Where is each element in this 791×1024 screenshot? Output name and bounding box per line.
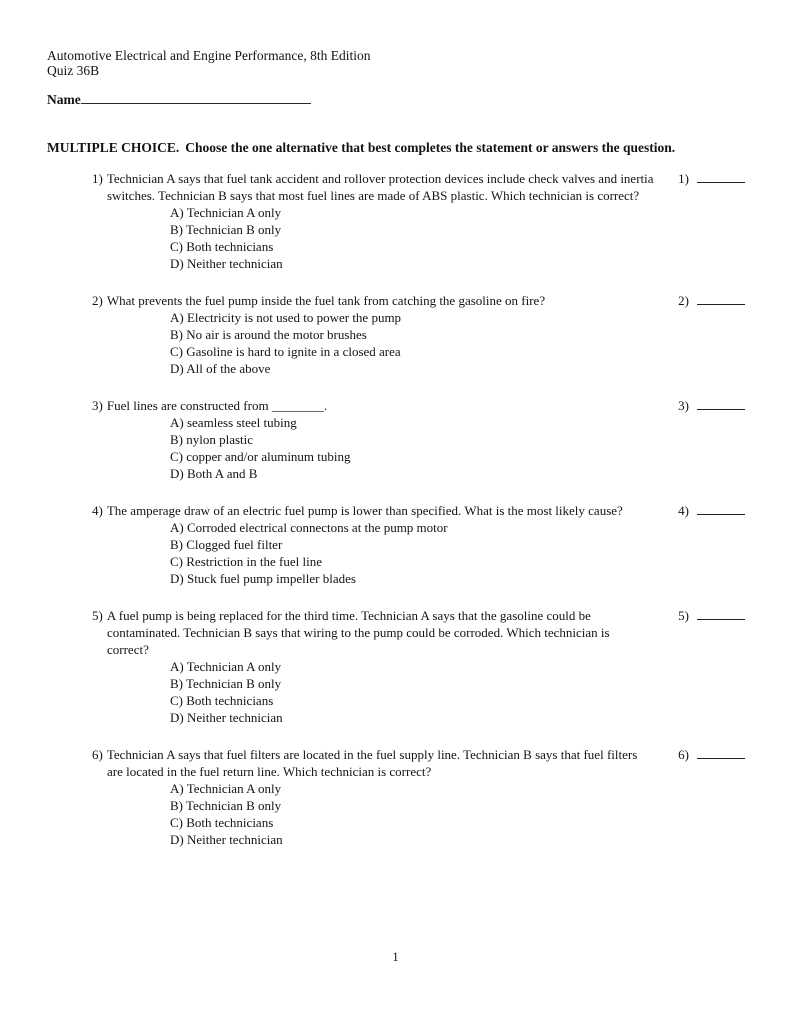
question-2 bbox=[47, 292, 745, 377]
options-list bbox=[170, 309, 654, 377]
option-b: B) No air is around the motor brushes bbox=[170, 327, 367, 342]
answer-number: 2) bbox=[678, 293, 689, 308]
option-c: C) copper and/or aluminum tubing bbox=[170, 449, 351, 464]
question-4 bbox=[47, 502, 745, 587]
option-d: D) Neither technician bbox=[170, 256, 283, 271]
option-a: A) Corroded electrical connectons at the pump motor bbox=[170, 520, 448, 535]
answer-number: 5) bbox=[678, 608, 689, 623]
question-text: Fuel lines are constructed from ________. bbox=[106, 398, 328, 413]
option-d: D) All of the above bbox=[170, 361, 271, 376]
name-row bbox=[47, 91, 745, 109]
question-6 bbox=[47, 746, 745, 848]
name-label: Name bbox=[47, 92, 81, 107]
answer-blank bbox=[697, 607, 745, 620]
question-text: Technician A says that fuel tank accident and rollover protection devices include check valves and inertia switches. Technician B says that most fuel lines are made of ABS plastic. Which technician is correct? bbox=[106, 171, 654, 203]
option-c: C) Both technicians bbox=[170, 239, 274, 254]
options-list bbox=[170, 519, 654, 587]
option-a: A) Electricity is not used to power the pump bbox=[170, 310, 402, 325]
instructions-heading: MULTIPLE CHOICE. bbox=[47, 140, 180, 155]
question-number: 3) bbox=[92, 398, 103, 413]
answer-slot bbox=[678, 397, 745, 414]
option-b: B) Clogged fuel filter bbox=[170, 537, 283, 552]
option-b: B) nylon plastic bbox=[170, 432, 254, 447]
question-3 bbox=[47, 397, 745, 482]
answer-number: 6) bbox=[678, 747, 689, 762]
answer-number: 4) bbox=[678, 503, 689, 518]
option-a: A) Technician A only bbox=[170, 781, 282, 796]
option-d: D) Neither technician bbox=[170, 710, 283, 725]
option-c: C) Both technicians bbox=[170, 815, 274, 830]
page-number: 1 bbox=[392, 950, 399, 964]
question-number: 2) bbox=[92, 293, 103, 308]
quiz-number: Quiz 36B bbox=[47, 63, 100, 78]
answer-blank bbox=[697, 292, 745, 305]
options-list bbox=[170, 658, 654, 726]
answer-blank bbox=[697, 170, 745, 183]
option-c: C) Gasoline is hard to ignite in a closed area bbox=[170, 344, 401, 359]
option-d: D) Stuck fuel pump impeller blades bbox=[170, 571, 356, 586]
options-list bbox=[170, 204, 654, 272]
option-b: B) Technician B only bbox=[170, 222, 282, 237]
question-text: What prevents the fuel pump inside the fuel tank from catching the gasoline on fire? bbox=[106, 293, 546, 308]
option-b: B) Technician B only bbox=[170, 676, 282, 691]
answer-blank bbox=[697, 502, 745, 515]
options-list bbox=[170, 780, 654, 848]
option-c: C) Both technicians bbox=[170, 693, 274, 708]
option-d: D) Both A and B bbox=[170, 466, 258, 481]
document-header bbox=[47, 48, 745, 78]
name-blank bbox=[81, 91, 311, 104]
option-c: C) Restriction in the fuel line bbox=[170, 554, 322, 569]
answer-blank bbox=[697, 397, 745, 410]
answer-slot bbox=[678, 502, 745, 519]
options-list bbox=[170, 414, 654, 482]
answer-slot bbox=[678, 607, 745, 624]
question-number: 4) bbox=[92, 503, 103, 518]
document-title: Automotive Electrical and Engine Performance, 8th Edition bbox=[47, 48, 371, 63]
option-d: D) Neither technician bbox=[170, 832, 283, 847]
answer-slot bbox=[678, 292, 745, 309]
question-text: The amperage draw of an electric fuel pump is lower than specified. What is the most likely cause? bbox=[106, 503, 623, 518]
option-b: B) Technician B only bbox=[170, 798, 282, 813]
answer-number: 3) bbox=[678, 398, 689, 413]
instructions-text: Choose the one alternative that best completes the statement or answers the question. bbox=[185, 140, 676, 155]
answer-blank bbox=[697, 746, 745, 759]
option-a: A) Technician A only bbox=[170, 205, 282, 220]
question-text: A fuel pump is being replaced for the third time. Technician A says that the gasoline could be contaminated. Technician B says that wiring to the pump could be corroded. Which technician is correct? bbox=[106, 608, 610, 657]
question-number: 6) bbox=[92, 747, 103, 762]
instructions bbox=[47, 139, 745, 156]
answer-slot bbox=[678, 746, 745, 763]
question-5 bbox=[47, 607, 745, 726]
answer-number: 1) bbox=[678, 171, 689, 186]
option-a: A) Technician A only bbox=[170, 659, 282, 674]
question-text: Technician A says that fuel filters are located in the fuel supply line. Technician B says that fuel filters are located in the fuel return line. Which technician is correct? bbox=[106, 747, 638, 779]
question-number: 1) bbox=[92, 171, 103, 186]
question-number: 5) bbox=[92, 608, 103, 623]
answer-slot bbox=[678, 170, 745, 187]
question-1 bbox=[47, 170, 745, 272]
option-a: A) seamless steel tubing bbox=[170, 415, 297, 430]
